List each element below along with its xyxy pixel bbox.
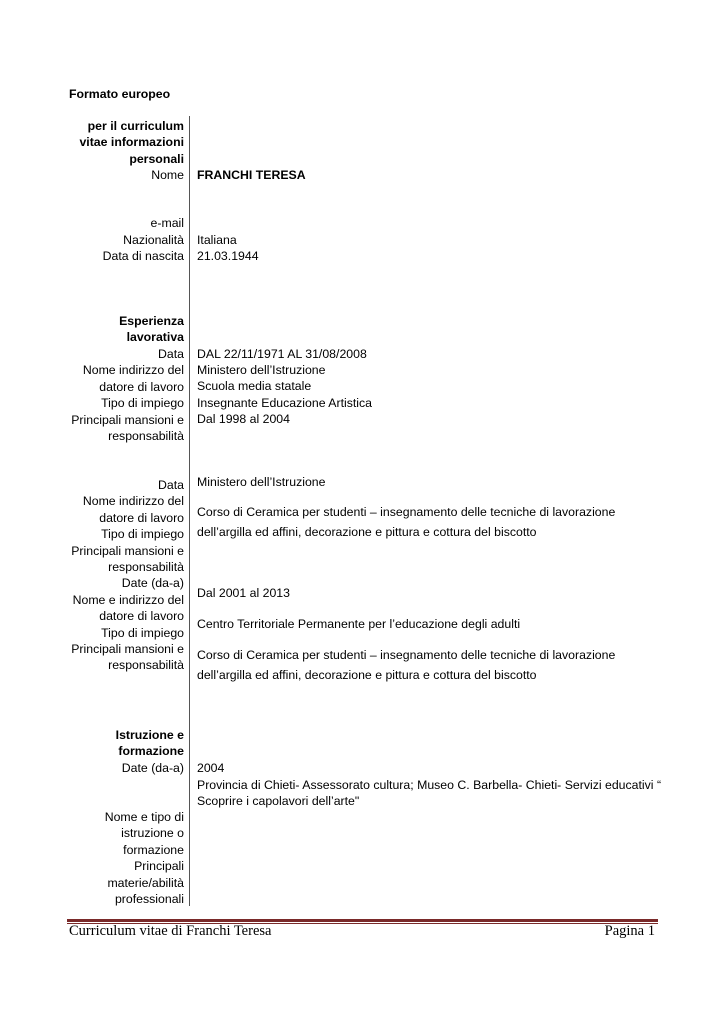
education-labels: Nome e tipo di istruzione o formazione Principali materie/abilità professionali: [104, 810, 184, 907]
education-section-title: Istruzione e formazione: [115, 728, 184, 759]
experience-block2-course2: Corso di Ceramica per studenti – insegnamento delle tecniche di lavorazione dell’argilla ed affini, decorazione e pittura e cottura del biscotto: [197, 648, 616, 682]
name-value: FRANCHI TERESA: [197, 168, 306, 182]
experience-block1-type: Scuola media statale: [197, 379, 312, 393]
experience-block1-duties: Dal 1998 al 2004: [197, 412, 290, 426]
education-date-label: Date (da-a): [121, 761, 184, 775]
nationality-label: Nazionalità: [123, 233, 184, 247]
experience-block1-role: Insegnante Educazione Artistica: [197, 396, 373, 410]
footer-page-number: Pagina 1: [604, 923, 655, 939]
experience-block2-labels: Data Nome indirizzo del datore di lavoro Tipo di impiego Principali mansioni e responsabilità Date (da-a) Nome e indirizzo del datore di lavoro Tipo di impiego Principali mansioni e responsabilità: [71, 478, 184, 673]
experience-block2-employer2: Centro Territoriale Permanente per l’educazione degli adulti: [197, 617, 521, 631]
experience-block1-labels: Data Nome indirizzo del datore di lavoro Tipo di impiego Principali mansioni e responsabilità: [71, 347, 184, 444]
experience-section-title: Esperienza lavorativa: [119, 314, 184, 345]
experience-block2-employer: Ministero dell’Istruzione: [197, 475, 326, 489]
education-year: 2004: [197, 761, 225, 775]
experience-block2-date: Dal 2001 al 2013: [197, 586, 290, 600]
experience-block1-employer: Ministero dell’Istruzione: [197, 363, 326, 377]
experience-block1-date: DAL 22/11/1971 AL 31/08/2008: [197, 347, 367, 361]
experience-block2-course: Corso di Ceramica per studenti – insegnamento delle tecniche di lavorazione dell’argilla ed affini, decorazione e pittura e cottura del biscotto: [197, 505, 616, 539]
nationality-value: Italiana: [197, 233, 237, 247]
personal-section-title: per il curriculum vitae informazioni personali: [79, 119, 184, 166]
email-label: e-mail: [150, 216, 184, 230]
name-label: Nome: [151, 168, 184, 182]
footer-rule: [67, 919, 658, 922]
birth-date-label: Data di nascita: [102, 249, 184, 263]
document-heading: Formato europeo: [69, 87, 171, 101]
footer-title: Curriculum vitae di Franchi Teresa: [69, 923, 272, 939]
birth-date-value: 21.03.1944: [197, 249, 259, 263]
column-divider: [189, 116, 190, 906]
education-description: Provincia di Chieti- Assessorato cultura; Museo C. Barbella- Chieti- Servizi educativi “ Scoprire i capolavori dell’arte": [197, 778, 662, 809]
